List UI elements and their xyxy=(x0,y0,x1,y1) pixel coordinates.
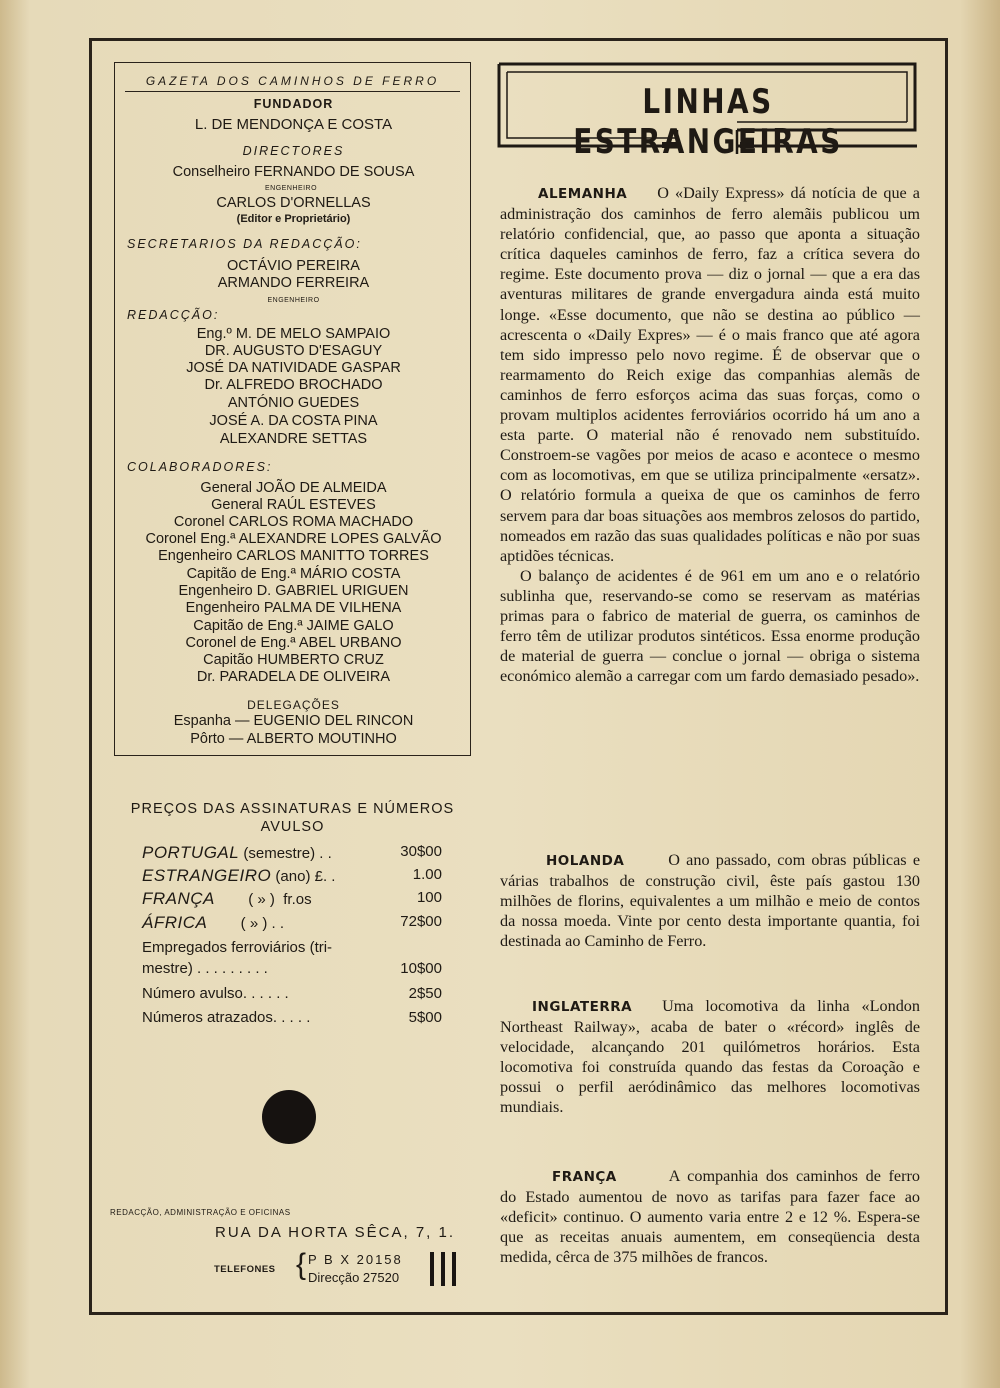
secretarios-label: SECRETARIOS DA REDACÇÃO: xyxy=(127,237,362,251)
colaborador: Capitão de Eng.ª JAIME GALO xyxy=(193,618,394,634)
delegacoes-label: DELEGAÇÕES xyxy=(247,698,340,712)
price-period: ( » ) fr.os xyxy=(214,891,312,908)
avulso-value: 2$50 xyxy=(408,985,442,1002)
section-banner xyxy=(497,62,919,162)
colaborador: General JOÃO DE ALMEIDA xyxy=(200,480,387,496)
gazeta-title: GAZETA DOS CAMINHOS DE FERRO xyxy=(125,73,460,92)
atrazados-value: 5$00 xyxy=(408,1009,442,1026)
article-inglaterra xyxy=(500,996,920,1118)
triple-bar-ornament xyxy=(430,1252,458,1286)
text-franca: A companhia dos caminhos de ferro do Estado aumentou de novo as tarifas para fazer face ao «deficit» continuo. O aumento varia entre 2 e 12 %. Espera-se que as receitas anuais aumentem, em conseqüencia desta medida, cêrca de 375 milhões de francos. xyxy=(500,1167,920,1267)
redaccao-member: Dr. ALFREDO BROCHADO xyxy=(204,377,383,393)
masthead-box xyxy=(114,62,471,756)
redaccao-label: REDACÇÃO: xyxy=(127,308,220,322)
price-period: (semestre) . . xyxy=(239,845,332,862)
colaborador: Coronel de Eng.ª ABEL URBANO xyxy=(185,635,402,651)
heading-holanda: HOLANDA xyxy=(546,853,625,869)
empregados-label-line1: Empregados ferroviários (tri- xyxy=(142,939,333,956)
colaborador: General RAÚL ESTEVES xyxy=(211,497,376,513)
fundador-name: L. DE MENDONÇA E COSTA xyxy=(194,116,393,133)
atrazados-label: Números atrazados. . . . . xyxy=(142,1009,311,1026)
heading-inglaterra: INGLATERRA xyxy=(532,999,633,1015)
colaborador: Capitão HUMBERTO CRUZ xyxy=(203,652,384,668)
colaborador: Capitão de Eng.ª MÁRIO COSTA xyxy=(186,566,401,582)
brace-glyph: { xyxy=(296,1248,307,1281)
empregados-value: 10$00 xyxy=(400,960,442,977)
director-1-role: ENGENHEIRO xyxy=(265,185,318,192)
prices-title-line2: AVULSO xyxy=(260,819,325,835)
price-period: (ano) £. . xyxy=(271,868,336,885)
price-region: ESTRANGEIRO xyxy=(142,866,272,885)
price-row-empregados xyxy=(142,939,442,961)
subscription-prices xyxy=(114,800,471,836)
telephone-pbx: P B X 20158 xyxy=(308,1252,403,1267)
price-row-atrazados xyxy=(142,1009,442,1031)
prices-title-line1: PREÇOS DAS ASSINATURAS E NÚMEROS xyxy=(130,801,455,817)
director-2-role: (Editor e Proprietário) xyxy=(236,213,351,225)
director-2: CARLOS D'ORNELLAS xyxy=(216,195,371,211)
delegacao-espanha: Espanha — EUGENIO DEL RINCON xyxy=(173,713,414,729)
text-alemanha-2: O balanço de acidentes é de 961 em um ano e o relatório sublinha que, reservando-se como se reservam as matérias primas para o fabrico de material de guerra, os caminhos de ferro têm de utilizar produtos sintéticos. Essa enorme produção de material de guerra — conclue o jornal — obriga o sistema económico alemão a carregar com um fardo demasiado pesado». xyxy=(500,566,920,686)
text-inglaterra: Uma locomotiva da linha «London Northeast Railway», acaba de bater o «récord» inglês de velocidade, alcançando 201 quilómetros horários. Esta locomotiva foi construída quando das festas da Coroação e possui o perfil aeródinâmico das melhores locomotivas mundiais. xyxy=(500,997,920,1117)
secretario-2-role: ENGENHEIRO xyxy=(267,297,320,304)
secretario-1: OCTÁVIO PEREIRA xyxy=(227,258,360,274)
director-1: Conselheiro FERNANDO DE SOUSA xyxy=(172,164,415,180)
colaborador: Coronel Eng.ª ALEXANDRE LOPES GALVÃO xyxy=(145,531,442,547)
price-row xyxy=(142,866,442,888)
redaccao-member: Eng.º M. DE MELO SAMPAIO xyxy=(196,326,391,342)
price-period: ( » ) . . xyxy=(207,915,285,932)
secretario-2: ARMANDO FERREIRA xyxy=(217,275,370,291)
colaborador: Dr. PARADELA DE OLIVEIRA xyxy=(196,669,391,685)
black-circle-ornament xyxy=(262,1090,316,1144)
article-holanda xyxy=(500,850,920,951)
fundador-label: FUNDADOR xyxy=(253,97,334,111)
heading-alemanha: ALEMANHA xyxy=(538,186,628,202)
telephone-direccao: Direcção 27520 xyxy=(308,1270,400,1285)
price-value: 72$00 xyxy=(400,913,442,930)
address-caption: REDACÇÃO, ADMINISTRAÇÃO E OFICINAS xyxy=(110,1208,291,1217)
price-region: PORTUGAL xyxy=(142,843,240,862)
colaborador: Engenheiro D. GABRIEL URIGUEN xyxy=(178,583,409,599)
delegacao-porto: Pôrto — ALBERTO MOUTINHO xyxy=(190,731,397,747)
price-row-empregados-2 xyxy=(142,960,442,982)
price-row xyxy=(142,913,442,935)
colaboradores-label: COLABORADORES: xyxy=(127,460,273,474)
redaccao-member: DR. AUGUSTO D'ESAGUY xyxy=(204,343,383,359)
colaborador: Coronel CARLOS ROMA MACHADO xyxy=(173,514,414,530)
price-row xyxy=(142,843,442,865)
heading-franca: FRANÇA xyxy=(552,1169,617,1185)
redaccao-member: JOSÉ A. DA COSTA PINA xyxy=(209,413,378,429)
empregados-label-line2: mestre) . . . . . . . . . xyxy=(142,960,268,977)
price-value: 1.00 xyxy=(412,866,442,883)
price-region: FRANÇA xyxy=(142,889,215,908)
text-alemanha-1: O «Daily Express» dá notícia de que a administração dos caminhos de ferro alemãis publicou um relatório confidencial, que, ao passo que aponta a situação crítica daqueles caminhos de ferro, faz a crítica severa do regime. Este documento prova — diz o jornal — que a era das aventuras militares de grande envergadura ainda está muito longe. «Esse documento, que não se destina ao público — acrescenta o «Daily Expres» — é o mais franco que até agora tem sido impresso pelo novo regime. É de observar que o rearmamento do Reich exige das companhias alemãs de caminhos de ferro esforços acima das suas forças, como o provam multiplos acidentes ferroviários ocorrido há um ano a esta parte. O material não é renovado nem substituído. Constroem-se vagões por meios de acaso e acontece o mesmo com as locomotivas, em que se utiliza principalmente «ersatz». O relatório formula a queixa de que os caminhos de ferro servem para dar boas situações aos membros zelosos do partido, nomeados em razão das suas qualidades políticas e não por suas aptidões técnicas. xyxy=(500,184,920,565)
price-value: 30$00 xyxy=(400,843,442,860)
directores-label: DIRECTORES xyxy=(242,144,345,158)
redaccao-member: ALEXANDRE SETTAS xyxy=(219,431,368,447)
price-row-avulso xyxy=(142,985,442,1007)
price-row xyxy=(142,889,442,911)
colaborador: Engenheiro CARLOS MANITTO TORRES xyxy=(158,548,429,564)
banner-title: LINHAS ESTRANGEIRAS xyxy=(573,82,843,162)
price-value: 100 xyxy=(416,889,442,906)
redaccao-member: JOSÉ DA NATIVIDADE GASPAR xyxy=(186,360,401,376)
colaborador: Engenheiro PALMA DE VILHENA xyxy=(185,600,402,616)
avulso-label: Número avulso. . . . . . xyxy=(142,985,289,1002)
text-holanda: O ano passado, com obras públicas e várias trabalhos de construção civil, êste país gastou 130 milhões de florins, equivalentes a um milhão e meio de contos da nossa moeda. Vinte por cento desta importante quantia, foi destinada ao Caminho de Ferro. xyxy=(500,851,920,951)
article-franca xyxy=(500,1166,920,1267)
address: RUA DA HORTA SÊCA, 7, 1. xyxy=(215,1224,456,1241)
price-region: ÁFRICA xyxy=(142,913,208,932)
telefones-label: TELEFONES xyxy=(214,1264,276,1275)
redaccao-member: ANTÓNIO GUEDES xyxy=(227,395,360,411)
article-alemanha xyxy=(500,183,920,686)
